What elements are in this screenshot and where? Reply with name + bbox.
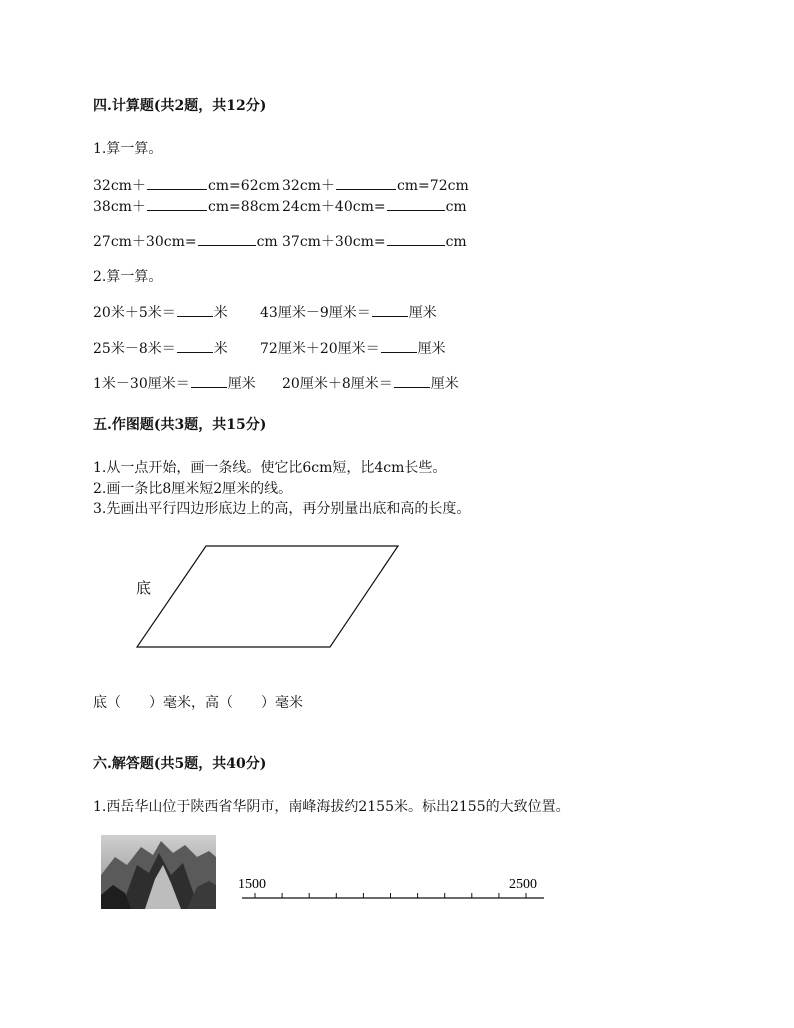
q4-2-title: 2.算一算。 [93,269,163,285]
answer-blank[interactable] [147,209,207,211]
number-line[interactable] [238,872,548,902]
q5-1-text: 1.从一点开始，画一条线。使它比6cm短，比4cm长些。 [93,460,447,476]
answer-blank[interactable] [372,315,408,317]
answer-blank[interactable] [198,244,256,246]
answer-blank[interactable] [387,209,445,211]
calc-item: 1米－30厘米＝ 厘米 [93,376,256,392]
calc-item: 27cm＋30cm= cm [93,234,278,250]
measurement-answer-line: 底（ ）毫米，高（ ）毫米 [93,695,303,711]
calc-item: 32cm＋ cm=62cm [93,178,280,194]
section-6-heading: 六.解答题(共5题，共40分) [93,756,267,772]
q6-1-text: 1.西岳华山位于陕西省华阴市，南峰海拔约2155米。标出2155的大致位置。 [93,799,570,815]
calc-item: 43厘米－9厘米＝ 厘米 [260,305,437,321]
calc-item: 38cm＋ cm=88cm [93,199,280,215]
calc-item: 24cm＋40cm= cm [282,199,467,215]
base-label: 底 [136,579,152,597]
q5-3-text: 3.先画出平行四边形底边上的高，再分别量出底和高的长度。 [93,501,471,517]
mountain-photo [101,835,216,909]
calc-item: 37cm＋30cm= cm [282,234,467,250]
calc-item: 25米－8米＝ 米 [93,341,228,357]
q4-1-title: 1.算一算。 [93,141,163,157]
parallelogram [137,546,398,647]
answer-blank[interactable] [394,386,430,388]
section-4-heading: 四.计算题(共2题，共12分) [93,98,267,114]
number-line-start-label: 1500 [238,877,266,892]
parallelogram-figure[interactable] [130,540,410,655]
answer-blank[interactable] [147,188,207,190]
answer-blank[interactable] [387,244,445,246]
answer-blank[interactable] [177,315,213,317]
calc-item: 72厘米＋20厘米＝ 厘米 [260,341,446,357]
answer-blank[interactable] [381,351,417,353]
answer-blank[interactable] [191,386,227,388]
calc-item: 32cm＋ cm=72cm [282,178,469,194]
number-line-end-label: 2500 [509,877,537,892]
calc-item: 20米＋5米＝ 米 [93,305,228,321]
section-5-heading: 五.作图题(共3题，共15分) [93,417,267,433]
q5-2-text: 2.画一条比8厘米短2厘米的线。 [93,481,293,497]
answer-blank[interactable] [177,351,213,353]
answer-blank[interactable] [336,188,396,190]
calc-item: 20厘米＋8厘米＝ 厘米 [282,376,459,392]
